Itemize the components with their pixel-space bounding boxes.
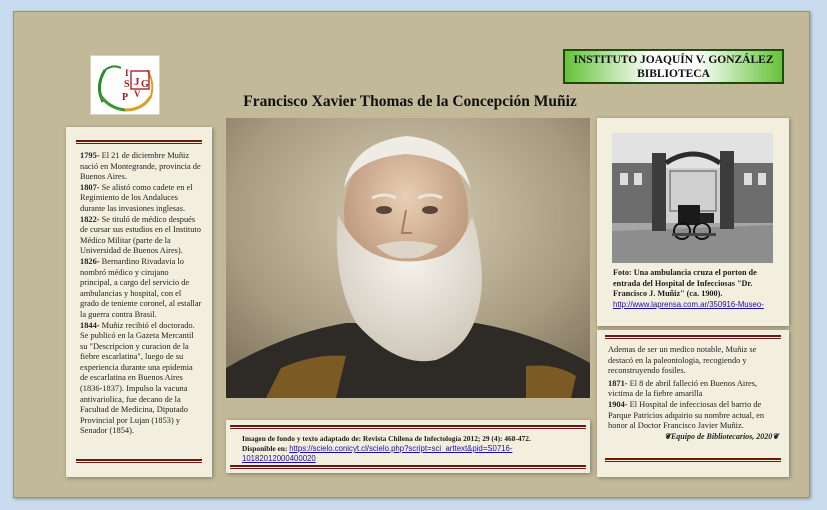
page-title: Francisco Xavier Thomas de la Concepción Muñiz [243,93,577,110]
timeline-left-list [80,151,202,437]
timeline-entry [80,183,202,215]
timeline-year: 1904- [608,399,628,409]
logo-letter: G [141,79,149,90]
logo-letter: V [134,89,141,99]
team-credit [608,432,779,443]
timeline-right-list [608,379,779,432]
logo-letter: P [122,92,129,103]
timeline-year: 1822- [80,214,100,224]
source-citation: Imagen de fondo y texto adaptado de: Revista Chilena de Infectología 2012; 29 (4): 468-472. [242,434,531,443]
divider-bottom [230,465,586,469]
timeline-year: 1844- [80,320,100,330]
portrait-illustration [226,118,590,398]
timeline-entry [608,379,779,400]
logo-letter: S [124,79,130,90]
divider-top [230,425,586,429]
timeline-entry [608,400,779,432]
divider-top [76,140,202,144]
team-credit-text: Equipo de Bibliotecarios, 2020 [670,431,773,441]
source-link[interactable]: https://scielo.conicyt.cl/scielo.php?script=sci_arttext&pid=S0716-10182012000400020 [242,444,513,463]
hospital-gate-illustration [612,133,773,263]
team-leading-icon: ❦ [664,431,671,441]
timeline-text: El 21 de diciembre Muñiz nació en Montegrande, provincia de Buenos Aires. [80,151,201,182]
logo-letter: J [134,76,140,88]
photo-caption-text: Foto: Una ambulancia cruza el porton de entrada del Hospital de Infecciosas "Dr. Francisco J. Muñiz" (ca. 1900). [613,268,757,299]
timeline-text: El Hospital de infecciosas del barrio de Parque Patricios adquirio su nombre actual, en honor al Doctor Francisco Javier Muñiz. [608,399,765,431]
timeline-year: 1826- [80,256,100,266]
logo-letter: I [125,68,129,78]
timeline-entry [80,215,202,257]
logo-emblem-icon [91,56,161,116]
timeline-text: El 8 de abril falleció en Buenos Aires, victima de la fiebre amarilla [608,378,758,399]
timeline-year: 1795- [80,151,100,160]
timeline-text: Bernardino Rivadavia lo nombró médico y cirujano principal, a cargo del servicio de ambulancias y hospital, con el grado de teniente coronel, al estallar la guerra contra Brasil. [80,256,202,319]
institute-logo [90,55,160,115]
photo-caption [613,268,781,310]
paleontology-note: Ademas de ser un medico notable, Muñiz se destacó en la paleontologia, recogiendo y reconstruyendo fosiles. [608,345,757,376]
timeline-year: 1871- [608,378,628,388]
portrait-image [226,118,590,398]
divider-bottom [76,459,202,463]
source-availability [242,444,580,464]
source-label: Disponible en: [242,444,290,453]
divider-top [605,335,781,339]
timeline-text: Se tituló de médico después de cursar sus estudios en el Instituto Médico Militar (parte de la Universidad de Buenos Aires). [80,214,201,256]
timeline-entry [80,257,202,321]
timeline-year: 1807- [80,182,100,192]
team-trailing-icon: ❦ [772,431,779,441]
divider-bottom [605,458,781,462]
photo-source-link[interactable]: http://www.laprensa.com.ar/350916-Museo- [613,299,764,309]
timeline-entry [80,151,202,183]
timeline-right-panel [597,330,789,477]
timeline-text: Muñiz recibió el doctorado. Se publicó en la Gazeta Mercantil su "Descripcion y curacion de la fiebre escarlatina", luego de su experiencia durante una epidemia de escarlatina en Buenos Aires (1836-1837). Impulso la vacuna antivariolica, fue decano de la Facultad de Medicina, Diputado Provincial por Lujan (1853) y Senador (1854). [80,320,195,436]
institute-name: INSTITUTO JOAQUÍN V. GONZÁLEZ [573,54,774,66]
timeline-entry [80,321,202,438]
hospital-photo [612,133,773,263]
library-name: BIBLIOTECA [637,68,710,80]
timeline-text: Se alistó como cadete en el Regimiento de los Andaluces durante las invasiones inglesas. [80,182,193,213]
institute-banner [563,49,784,84]
source-panel [226,420,590,473]
timeline-left-panel [66,127,212,477]
